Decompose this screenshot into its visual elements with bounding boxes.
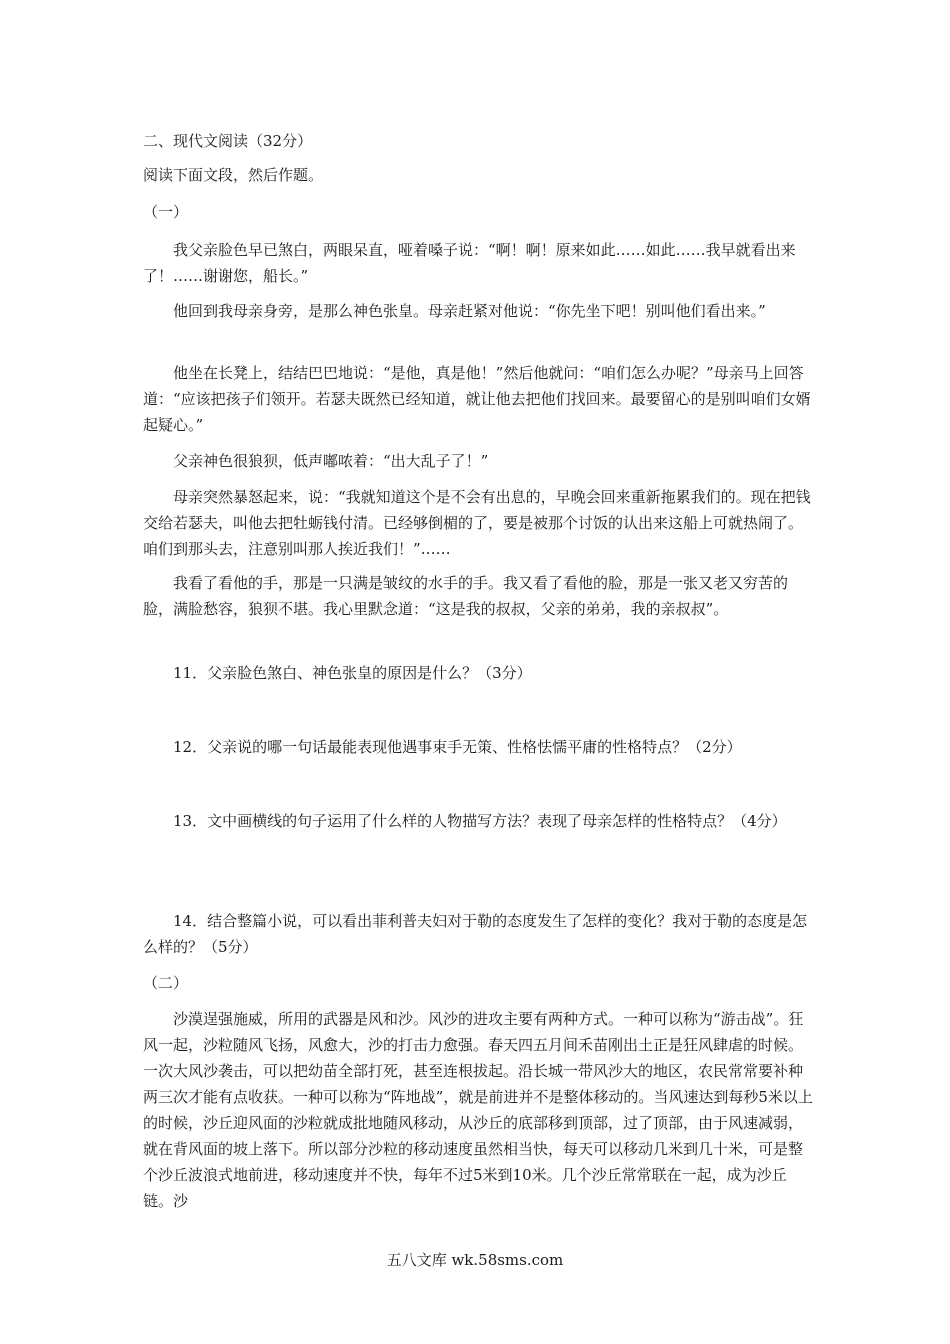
question-12: 12．父亲说的哪一句话最能表现他遇事束手无策、性格怯懦平庸的性格特点？（2分） [173,738,742,756]
question-14: 14．结合整篇小说，可以看出菲利普夫妇对于勒的态度发生了怎样的变化？我对于勒的态度是怎么样的？（5分） [143,912,808,956]
paragraph: 母亲突然暴怒起来，说：“我就知道这个是不会有出息的，早晚会回来重新拖累我们的。现在把钱交给若瑟夫，叫他去把牡蛎钱付清。已经够倒楣的了，要是被那个讨饭的认出来这船上可就热闹了。咱们到那头去，注意别叫那人挨近我们！”…… [143,488,811,558]
passage-label-2: （二） [143,974,189,992]
paragraph: 他坐在长凳上，结结巴巴地说：“是他，真是他！”然后他就问：“咱们怎么办呢？”母亲马上回答道：“应该把孩子们领开。若瑟夫既然已经知道，就让他去把他们找回来。最要留心的是别叫咱们女婿起疑心。” [143,364,811,434]
footer-watermark: 五八文库 wk.58sms.com [386,1251,564,1269]
paragraph: 父亲神色很狼狈，低声嘟哝着：“出大乱子了！” [173,452,489,470]
instruction: 阅读下面文段，然后作题。 [143,166,324,184]
paragraph: 我看了看他的手，那是一只满是皱纹的水手的手。我又看了看他的脸，那是一张又老又穷苦的脸，满脸愁容，狼狈不堪。我心里默念道：“这是我的叔叔，父亲的弟弟，我的亲叔叔”。 [143,574,789,618]
paragraph: 他回到我母亲身旁，是那么神色张皇。母亲赶紧对他说：“你先坐下吧！别叫他们看出来。” [173,302,766,320]
passage-label-1: （一） [143,203,189,221]
paragraph: 我父亲脸色早已煞白，两眼呆直，哑着嗓子说：“啊！啊！原来如此……如此……我早就看出来了！……谢谢您，船长。” [143,241,796,285]
question-11: 11．父亲脸色煞白、神色张皇的原因是什么？（3分） [173,664,532,682]
section-title: 二、现代文阅读（32分） [143,132,313,150]
question-13: 13．文中画横线的句子运用了什么样的人物描写方法？表现了母亲怎样的性格特点？（4分） [173,812,787,830]
paragraph: 沙漠逞强施威，所用的武器是风和沙。风沙的进攻主要有两种方式。一种可以称为“游击战”。狂风一起，沙粒随风飞扬，风愈大，沙的打击力愈强。春天四五月间禾苗刚出土正是狂风肆虐的时候。一次大风沙袭击，可以把幼苗全部打死，甚至连根拔起。沿长城一带风沙大的地区，农民常常要补种两三次才能有点收获。一种可以称为“阵地战”，就是前进并不是整体移动的。当风速达到每秒5米以上的时候，沙丘迎风面的沙粒就成批地随风移动，从沙丘的底部移到顶部，过了顶部，由于风速减弱，就在背风面的坡上落下。所以部分沙粒的移动速度虽然相当快，每天可以移动几米到几十米，可是整个沙丘波浪式地前进，移动速度并不快，每年不过5米到10米。几个沙丘常常联在一起，成为沙丘链。沙 [143,1010,813,1210]
